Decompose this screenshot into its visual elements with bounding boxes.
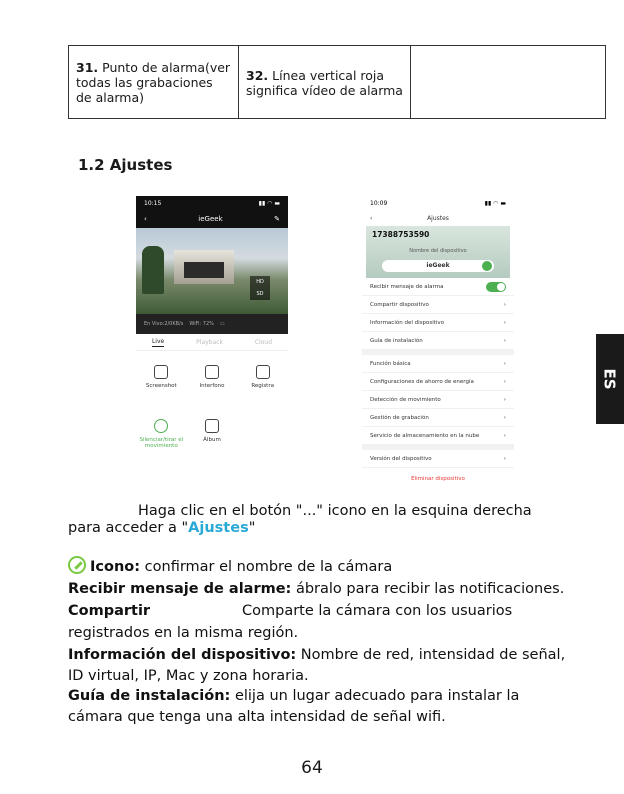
icon-text: confirmar el nombre de la cámara xyxy=(140,559,393,575)
device-id: 17388753590 xyxy=(372,230,430,239)
legend-text: Punto de alarma(ver todas las grabaciones de alarma) xyxy=(76,60,231,105)
share-label: Compartir xyxy=(68,603,151,619)
chevron-right-icon: › xyxy=(503,455,506,462)
alarm-toggle[interactable] xyxy=(486,282,506,292)
tree xyxy=(142,246,164,294)
wifi-strength: WiFi: 72% xyxy=(189,321,214,327)
chevron-right-icon: › xyxy=(503,337,506,344)
device-name-label: Nombre del dispositivo xyxy=(409,248,467,254)
album-icon xyxy=(205,419,219,433)
settings-row-guide[interactable] xyxy=(362,332,514,350)
hd-option[interactable]: HD xyxy=(256,279,264,285)
instruction-line-2 xyxy=(68,518,255,538)
chevron-right-icon: › xyxy=(503,432,506,439)
row-label: Compartir dispositivo xyxy=(370,301,429,308)
page-number: 64 xyxy=(301,758,323,778)
legend-cell-empty xyxy=(411,46,605,118)
tab-live[interactable]: Live xyxy=(151,337,165,345)
record-icon xyxy=(256,365,270,379)
legend-num: 32. xyxy=(246,68,269,83)
settings-row-share[interactable] xyxy=(362,296,514,314)
settings-row-alarm[interactable] xyxy=(362,278,514,296)
signal-icon: ▮▮ ◠ ▬ xyxy=(484,199,506,207)
view-tabs xyxy=(136,334,288,351)
nav-bar xyxy=(136,210,288,228)
tool-label: Interfono xyxy=(199,383,225,389)
legend-cell-31 xyxy=(69,46,239,118)
tool-label: Álbum xyxy=(203,437,221,443)
video-preview[interactable] xyxy=(136,228,288,314)
info-line xyxy=(68,645,565,665)
legend-num: 31. xyxy=(76,60,99,75)
row-label: Recibir mensaje de alarma xyxy=(370,283,444,290)
delete-device-button[interactable]: Eliminar dispositivo xyxy=(411,476,465,482)
tool-label: Screenshot xyxy=(145,383,177,389)
quality-menu[interactable] xyxy=(250,276,270,300)
tool-label: Silenciar/tirar el movimiento xyxy=(139,437,184,449)
settings-highlight: Ajustes xyxy=(188,520,249,536)
settings-screenshot xyxy=(362,196,514,488)
language-code: ES xyxy=(601,368,619,390)
status-bar xyxy=(362,196,514,210)
album-button[interactable] xyxy=(187,419,238,449)
settings-row-motion[interactable] xyxy=(362,391,514,409)
row-label: Gestión de grabación xyxy=(370,414,429,421)
microphone-icon xyxy=(205,365,219,379)
signal-icon: ▮▮ ◠ ▬ xyxy=(258,199,280,207)
settings-row-power[interactable] xyxy=(362,373,514,391)
share-line xyxy=(68,601,513,621)
camera-icon xyxy=(154,365,168,379)
text-span: para acceder a " xyxy=(68,520,189,536)
guide-line xyxy=(68,686,519,706)
stream-info-bar xyxy=(136,314,288,334)
settings-row-version[interactable] xyxy=(362,450,514,468)
pencil-icon xyxy=(68,556,86,574)
settings-row-info[interactable] xyxy=(362,314,514,332)
guide-text: elija un lugar adecuado para instalar la xyxy=(230,688,520,704)
record-button[interactable] xyxy=(237,365,288,389)
chevron-right-icon: › xyxy=(503,414,506,421)
legend-cell-32 xyxy=(239,46,411,118)
status-time: 10:09 xyxy=(370,199,388,207)
sd-option[interactable]: SD xyxy=(256,291,264,297)
icon-label: Icono: xyxy=(90,559,141,575)
battery-icon: ▭ xyxy=(219,321,225,327)
alarm-label: Recibir mensaje de alarme: xyxy=(68,581,292,597)
settings-row-cloud[interactable] xyxy=(362,427,514,445)
motion-button[interactable] xyxy=(136,419,187,449)
legend-table xyxy=(68,45,606,119)
intercom-button[interactable] xyxy=(187,365,238,389)
tab-playback[interactable]: Playback xyxy=(196,338,223,346)
house xyxy=(174,250,234,284)
chevron-right-icon: › xyxy=(503,319,506,326)
settings-row-basic[interactable] xyxy=(362,355,514,373)
alarm-text: ábralo para recibir las notificaciones. xyxy=(291,581,565,597)
share-line-2: registrados en la misma región. xyxy=(68,625,299,641)
edit-icon[interactable]: ✎ xyxy=(274,215,280,223)
guide-label: Guía de instalación: xyxy=(68,688,231,704)
pencil-icon[interactable] xyxy=(482,261,492,271)
tool-grid xyxy=(136,351,288,449)
info-line-2: ID virtual, IP, Mac y zona horaria. xyxy=(68,668,309,684)
settings-row-recording[interactable] xyxy=(362,409,514,427)
chevron-right-icon: › xyxy=(503,360,506,367)
section-title: 1.2 Ajustes xyxy=(78,156,173,174)
row-label: Información del dispositivo xyxy=(370,319,445,326)
guide-line-2: cámara que tenga una alta intensidad de señal wifi. xyxy=(68,709,446,725)
share-text: Comparte la cámara con los usuarios xyxy=(242,603,513,619)
chevron-right-icon: › xyxy=(503,301,506,308)
tab-cloud[interactable]: Cloud xyxy=(254,338,273,346)
row-label: Guía de instalación xyxy=(370,337,423,344)
chevron-right-icon: › xyxy=(503,378,506,385)
screenshot-button[interactable] xyxy=(136,365,187,389)
info-label: Información del dispositivo: xyxy=(68,647,297,663)
row-label: Servicio de almacenamiento en la nube xyxy=(370,432,480,439)
status-time: 10:15 xyxy=(144,199,162,207)
device-header xyxy=(366,226,510,278)
row-label: Detección de movimiento xyxy=(370,396,441,403)
back-icon[interactable]: ‹ xyxy=(370,214,373,222)
text-span: " xyxy=(248,520,256,536)
alarm-line xyxy=(68,579,564,599)
nav-title: ieGeek xyxy=(198,215,223,223)
language-tab xyxy=(596,334,624,424)
live-view-screenshot xyxy=(136,196,288,480)
motion-icon xyxy=(154,419,168,433)
info-text: Nombre de red, intensidad de señal, xyxy=(296,647,566,663)
chevron-right-icon: › xyxy=(503,396,506,403)
stream-rate: En Vivo:2/0KB/s xyxy=(144,321,184,327)
nav-title: Ajustes xyxy=(427,214,449,222)
legend-text: Línea vertical roja significa vídeo de alarma xyxy=(246,68,403,98)
instruction-line-1: Haga clic en el botón "..." icono en la esquina derecha xyxy=(138,503,532,519)
tool-label: Registra xyxy=(251,383,274,389)
nav-bar xyxy=(362,210,514,226)
status-bar xyxy=(136,196,288,210)
back-icon[interactable]: ‹ xyxy=(144,215,147,223)
device-name-field[interactable]: ieGeek xyxy=(382,260,494,272)
row-label: Versión del dispositivo xyxy=(370,455,432,462)
row-label: Función básica xyxy=(370,360,411,367)
row-label: Configuraciones de ahorro de energía xyxy=(370,378,474,385)
icon-line xyxy=(68,556,392,577)
